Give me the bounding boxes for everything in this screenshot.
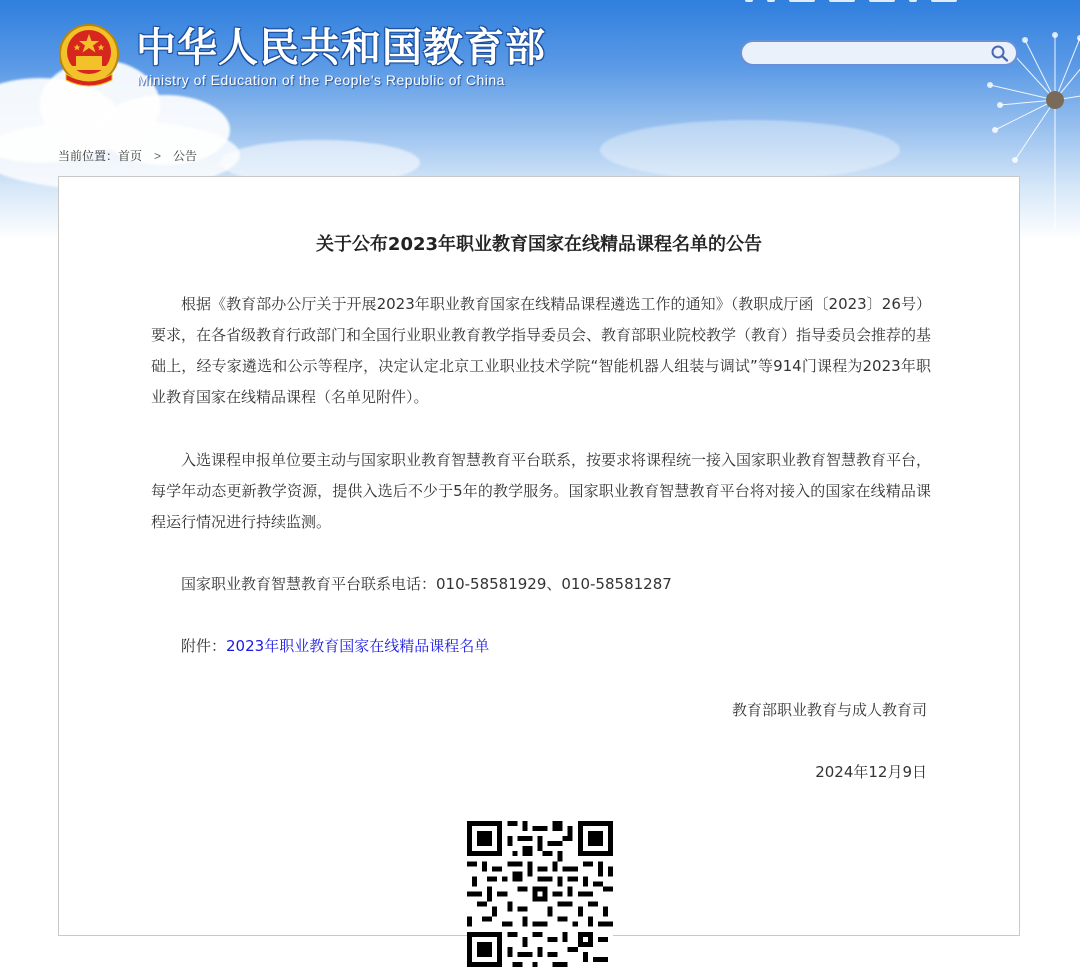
- article-title: 关于公布2023年职业教育国家在线精品课程名单的公告: [315, 234, 763, 255]
- site-subtitle: Ministry of Education of the People's Republic of China: [137, 72, 505, 88]
- attachment-label: 附件：: [181, 637, 227, 655]
- breadcrumb-separator: >: [154, 148, 162, 163]
- search-icon[interactable]: [990, 44, 1010, 62]
- attachment-link[interactable]: 2023年职业教育国家在线精品课程名单: [226, 637, 490, 655]
- breadcrumb-home-link[interactable]: 首页: [118, 149, 143, 163]
- site-title: 中华人民共和国教育部: [136, 25, 546, 70]
- signature-date: 2024年12月9日: [815, 763, 927, 781]
- attachment-line: [151, 631, 931, 662]
- article-paragraph-2: 入选课程申报单位要主动与国家职业教育智慧教育平台联系，按要求将课程统一接入国家职业教育智慧教育平台，每学年动态更新教学资源，提供入选后不少于5年的教学服务。国家职业教育智慧教育平台将对接入的国家在线精品课程运行情况进行持续监测。: [151, 451, 932, 531]
- article-paragraph-1: 根据《教育部办公厅关于开展2023年职业教育国家在线精品课程遴选工作的通知》（教职成厅函〔2023〕26号）要求，在各省级教育行政部门和全国行业职业教育教学指导委员会、教育部职业院校教学（教育）指导委员会推荐的基础上，经专家遴选和公示等程序，决定认定北京工业职业技术学院“智能机器人组装与调试”等914门课程为2023年职业教育国家在线精品课程（名单见附件）。: [151, 295, 932, 406]
- contact-line: 国家职业教育智慧教育平台联系电话：010-58581929、010-58581287: [181, 575, 672, 593]
- breadcrumb: [58, 147, 197, 164]
- national-emblem-icon: [58, 22, 120, 90]
- top-nav-links: [745, 0, 957, 2]
- signature-org: 教育部职业教育与成人教育司: [731, 701, 927, 719]
- breadcrumb-prefix: 当前位置：: [58, 149, 119, 163]
- search-box: [740, 40, 1018, 66]
- article-panel: [58, 176, 1020, 936]
- qr-code-icon[interactable]: [467, 821, 613, 967]
- breadcrumb-current[interactable]: 公告: [173, 149, 198, 163]
- search-input[interactable]: [752, 44, 986, 64]
